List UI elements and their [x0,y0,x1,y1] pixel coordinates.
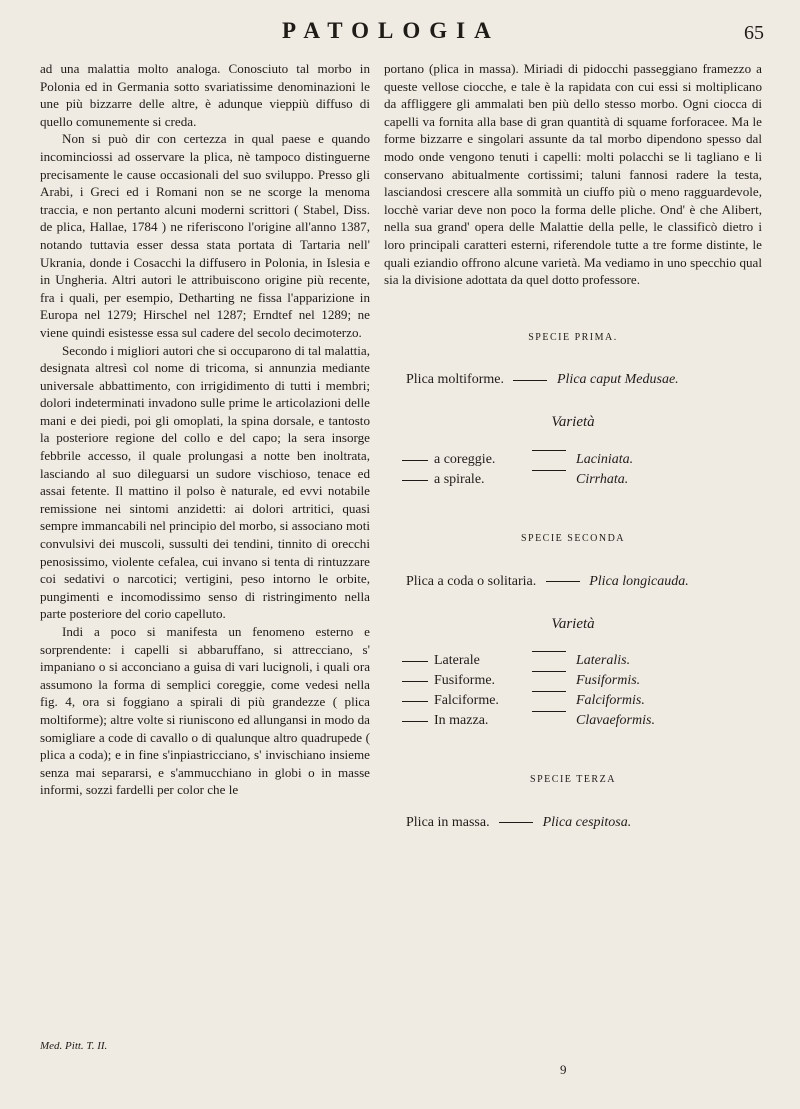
right-column [384,60,762,833]
variety-list [384,651,762,731]
dash-rule [532,470,566,490]
species-name-latin: Plica cespitosa. [542,814,632,830]
dash-rule [402,460,428,461]
paragraph: portano (plica in massa). Miriadi di pidocchi passeggiano framezzo a queste vellose ciocche, e tale è la rapidata con cui essi si moltiplicano da affliggere gli ammalati ben più dello stesso morbo. Ogni ciocca di capelli va fornita alla base di gran quantità di squame forforacee. Ma le forme bizzarre e singolari assunte da tal morbo dipendono spesso dal modo onde vengono tenuti i capelli: molti polacchi se li tagliano e li conservano abitualmente cortissimi; taluni fannosi radere la testa, lasciandosi crescere alla sommità un ciuffo più o meno ragguardevole, locchè variar deve non poco la forma delle pliche. Ond' è che Alibert, nella sua grand' opera delle Malattie della pelle, le classificò dietro i loro principali caratteri esterni, riferendole tutte a tre forme distinte, le quali eziandio offrono alcune varietà. Ma vediamo in uno specchio qual sia la divisione adottata da quel dotto professore. [384,61,762,288]
dash-rule [402,661,428,662]
variety-row [384,691,762,711]
species-heading: SPECIE SECONDA [520,532,626,544]
variety-row [384,671,762,691]
sheet-number: 9 [560,1062,567,1077]
species-name [384,572,762,592]
species-name-latin: Plica longicauda. [589,573,689,589]
variety-latin: Fusiformis. [576,673,641,689]
variety-italian: a spirale. [434,471,485,487]
dash-rule [499,822,533,823]
variety-row [384,651,762,671]
variety-italian: In mazza. [434,713,489,729]
dash-rule [402,701,428,702]
variety-italian: Fusiforme. [434,673,496,689]
paragraph: Indi a poco si manifesta un fenomeno esterno e sorprendente: i capelli si abbaruffano, si attrecciano, s' impaniano o si acconciano a guisa di vari lucignoli, i quali ora assumono la forma di semplici coreggie, come vedesi nella fig. 4, ora si foggiano a spirali di più grandezze ( plica moltiforme); altre volte si riuniscono ed allungansi in modo da somigliare a code di cavallo o di qualunque altro quadrupede ( plica a coda); e in fine s'inpiastricciano, s' invischiano insieme senza mai separarsi, e s'ammucchiano in globi o in masse informi, sozzi fardelli per color che le [40,624,370,798]
variety-italian: Falciforme. [434,693,499,709]
dash-rule [532,711,566,731]
variety-row [384,450,762,470]
dash-rule [402,681,428,682]
species-heading: SPECIE PRIMA. [528,331,618,343]
variety-latin: Clavaeformis. [576,713,655,729]
species-name [384,370,762,390]
paragraph: ad una malattia molto analoga. Conosciuto tal morbo in Polonia ed in Germania sotto svariatissime denominazioni le une più bizzarre delle altre, è adunque vieppiù diffuso di quello comunemente si creda. [40,61,370,129]
variety-latin: Lateralis. [576,653,631,669]
species-name-italian: Plica in massa. [406,814,490,830]
left-column [40,60,370,799]
variety-row [384,470,762,490]
dash-rule [402,721,428,722]
varieta-title: Varietà [551,414,595,431]
dash-rule [546,581,580,582]
species-name-italian: Plica moltiforme. [406,372,504,388]
paragraph: Non si può dir con certezza in qual paese e quando incominciossi ad osservare la plica, nè tampoco distinguerne precisamente le cause occasionali del suo sviluppo. Presso gli Arabi, i Greci ed i Romani non se ne scorge la menoma traccia, e non pertanto alcuni moderni scrittori ( Stabel, Diss. de plica, Hallae, 1784 ) ne riferiscono l'origine all'anno 1387, notando tuttavia esser dessa stata portata di Tartaria nell' Ukrania, donde i Cosacchi la diffusero in Polonia, in Islesia e in Ungheria. Altri autori le attribuiscono origine più recente, fra i quali, per esempio, Detharting ne fissa l'apparizione in Europa nel 1279; Hirschel nel 1287; Erndtef nel 1289; ne viene quindi esistesse essa sul cadere del secolo decimoterzo. [40,131,370,340]
varieta-title: Varietà [551,615,595,632]
species-name-latin: Plica caput Medusae. [556,372,679,388]
variety-italian: a coreggie. [434,451,496,467]
running-title: PATOLOGIA [282,18,500,43]
page-number: 65 [744,22,764,44]
variety-list [384,450,762,490]
species-heading: SPECIE TERZA [530,774,616,786]
dash-rule [532,651,566,671]
variety-row [384,711,762,731]
variety-latin: Falciformis. [576,693,645,709]
species-name-italian: Plica a coda o solitaria. [406,573,537,589]
species-name [384,813,762,833]
dash-rule [402,480,428,481]
variety-latin: Laciniata. [576,451,634,467]
paragraph: Secondo i migliori autori che si occuparono di tal malattia, designata altresì col nome di tricoma, si annunzia mediante universale abbattimento, con irrigidimento di tutti i membri; dolori indeterminati invadono sulle prime le articolazioni delle mani e dei piedi, poi gli omoplati, la spina dorsale, e tantosto la posteriore regione del collo e del capo; la sera insorge febbrile accesso, il quale prolungasi a notte ben inoltrata, lasciando al suo dileguarsi un sudore vischioso, tenace ed assai fetente. Il mattino il polso è naturale, ed evvi notabile remissione nei sintomi anzidetti: ai dolori artritici, quasi sempre immancabili nel principio del morbo, si associano moti convulsivi dei muscoli, sussulti dei tendini, tinnito di orecchi penosissimo, violente cefalea, cui invano si tenta di rintuzzare coi sedativi o narcotici; vertigini, peso intorno le orbite, pungimenti e incomodissimo senso di ristringimento nella parte posteriore del corio capelluto. [40,342,370,622]
page-header [0,14,800,54]
dash-rule [532,671,566,691]
dash-rule [532,691,566,711]
signature-mark: Med. Pitt. T. II. [40,1040,108,1052]
dash-rule [513,380,547,381]
dash-rule [532,450,566,470]
variety-latin: Cirrhata. [576,471,629,487]
variety-italian: Laterale [434,653,480,669]
